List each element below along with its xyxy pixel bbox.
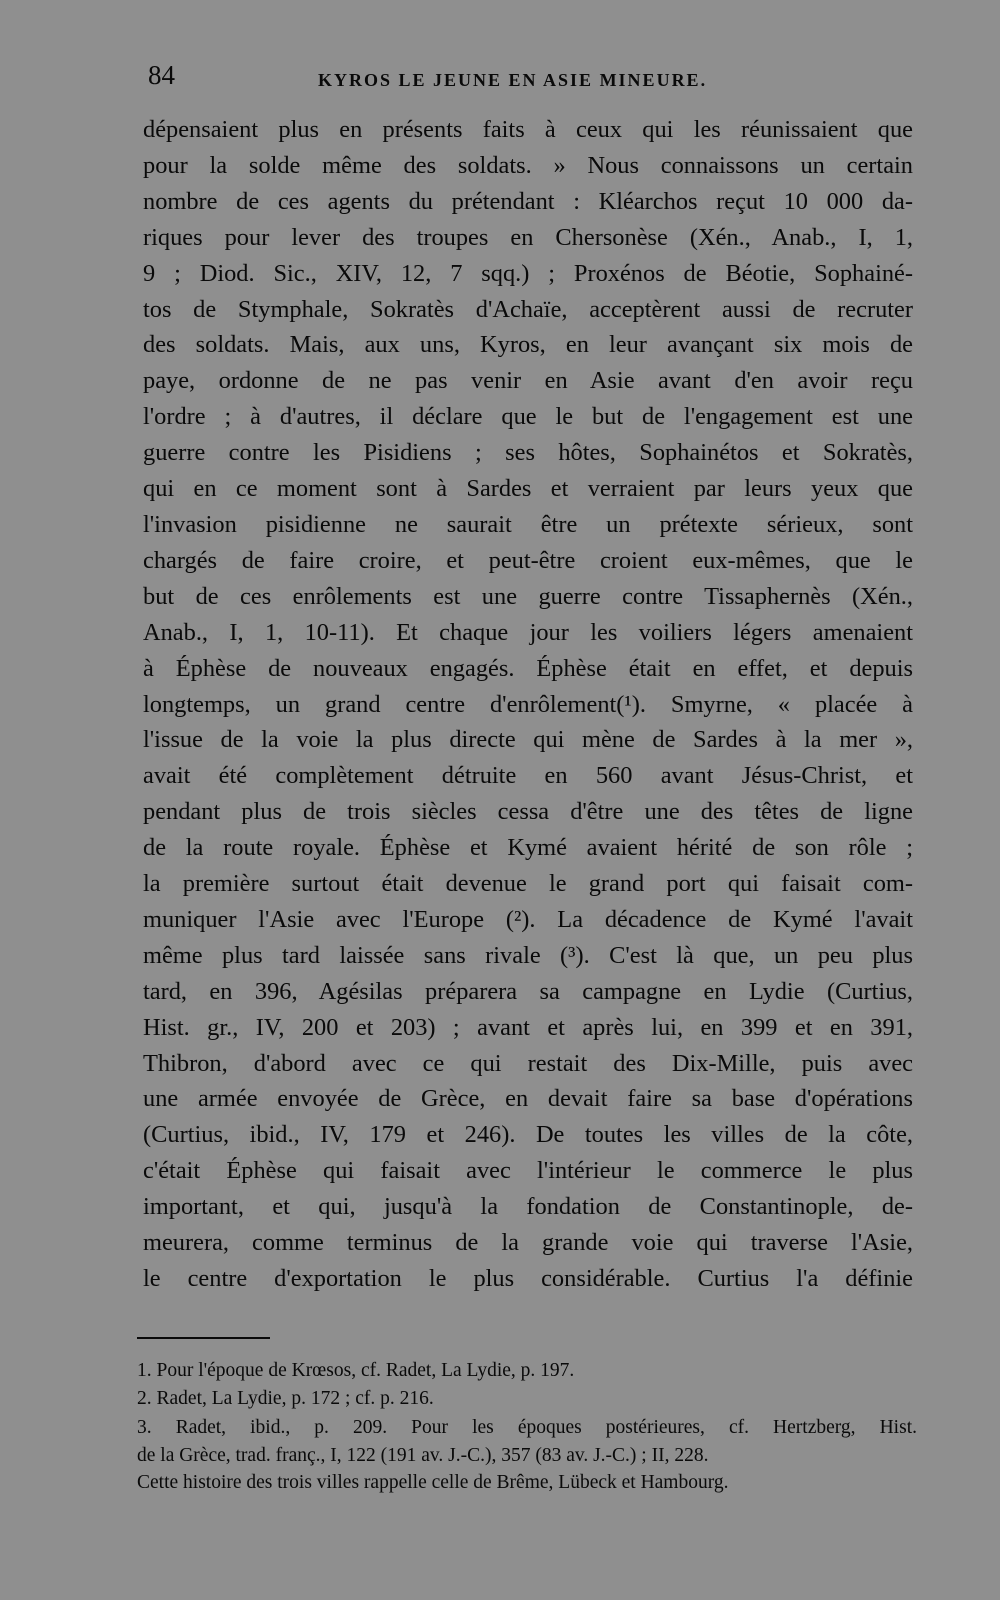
text-line: Hist. gr., IV, 200 et 203) ; avant et après lui, en 399 et en 391, (143, 1013, 913, 1041)
text-line: tard, en 396, Agésilas préparera sa campagne en Lydie (Curtius, (143, 977, 913, 1005)
text-line: guerre contre les Pisidiens ; ses hôtes, Sophainétos et Sokratès, (143, 439, 913, 467)
page-number: 84 (148, 60, 175, 90)
text-line: chargés de faire croire, et peut-être croient eux-mêmes, que le (143, 546, 913, 574)
text-line: Anab., I, 1, 10-11). Et chaque jour les voiliers légers amenaient (143, 618, 913, 646)
text-line: 9 ; Diod. Sic., XIV, 12, 7 sqq.) ; Proxénos de Béotie, Sophainé- (143, 259, 913, 287)
text-line: le centre d'exportation le plus considérable. Curtius l'a définie (143, 1265, 913, 1292)
text-line: paye, ordonne de ne pas venir en Asie avant d'en avoir reçu (143, 367, 913, 395)
footnote-3: 3. Radet, ibid., p. 209. Pour les époques postérieures, cf. Hertzberg, Hist. (137, 1417, 917, 1438)
main-text (143, 112, 913, 1297)
text-line: pour la solde même des soldats. » Nous connaissons un certain (143, 151, 913, 179)
text-line: l'invasion pisidienne ne saurait être un prétexte sérieux, sont (143, 510, 913, 538)
text-line: (Curtius, ibid., IV, 179 et 246). De toutes les villes de la côte, (143, 1121, 913, 1149)
text-line: dépensaient plus en présents faits à ceux qui les réunissaient que (143, 116, 913, 143)
text-line: but de ces enrôlements est une guerre contre Tissaphernès (Xén., (143, 582, 913, 610)
text-line: qui en ce moment sont à Sardes et verraient par leurs yeux que (143, 475, 913, 503)
text-line: des soldats. Mais, aux uns, Kyros, en leur avançant six mois de (143, 331, 913, 359)
text-line: important, et qui, jusqu'à la fondation de Constantinople, de- (143, 1193, 913, 1221)
text-line: pendant plus de trois siècles cessa d'être une des têtes de ligne (143, 798, 913, 826)
text-line: longtemps, un grand centre d'enrôlement(¹). Smyrne, « placée à (143, 690, 913, 718)
text-line: une armée envoyée de Grèce, en devait faire sa base d'opérations (143, 1085, 913, 1113)
text-line: l'issue de la voie la plus directe qui mène de Sardes à la mer », (143, 726, 913, 754)
footnote-1: 1. Pour l'époque de Krœsos, cf. Radet, La Lydie, p. 197. (137, 1360, 575, 1381)
footnotes (137, 1357, 917, 1497)
footnote-2: 2. Radet, La Lydie, p. 172 ; cf. p. 216. (137, 1387, 434, 1409)
running-title: KYROS LE JEUNE EN ASIE MINEURE. (318, 70, 708, 90)
text-line: à Éphèse de nouveaux engagés. Éphèse était en effet, et depuis (143, 654, 913, 682)
text-line: muniquer l'Asie avec l'Europe (²). La décadence de Kymé l'avait (143, 905, 913, 933)
text-line: nombre de ces agents du prétendant : Kléarchos reçut 10 000 da- (143, 187, 913, 215)
text-line: meurera, comme terminus de la grande voie qui traverse l'Asie, (143, 1229, 913, 1257)
text-line: avait été complètement détruite en 560 avant Jésus-Christ, et (143, 762, 913, 790)
text-line: l'ordre ; à d'autres, il déclare que le but de l'engagement est une (143, 403, 913, 431)
text-line: la première surtout était devenue le grand port qui faisait com- (143, 870, 913, 898)
text-line: Thibron, d'abord avec ce qui restait des Dix-Mille, puis avec (143, 1049, 913, 1077)
text-line: même plus tard laissée sans rivale (³). C'est là que, un peu plus (143, 941, 913, 969)
text-line: riques pour lever des troupes en Chersonèse (Xén., Anab., I, 1, (143, 223, 913, 251)
text-line: de la route royale. Éphèse et Kymé avaient hérité de son rôle ; (143, 834, 913, 862)
footnote-divider (137, 1337, 270, 1339)
text-line: c'était Éphèse qui faisait avec l'intérieur le commerce le plus (143, 1157, 913, 1185)
page-header (148, 60, 908, 100)
footnote-3-continued: Cette histoire des trois villes rappelle celle de Brême, Lübeck et Hambourg. (137, 1472, 729, 1493)
footnote-3-continued: de la Grèce, trad. franç., I, 122 (191 av. J.-C.), 357 (83 av. J.-C.) ; II, 228. (137, 1444, 709, 1466)
text-line: tos de Stymphale, Sokratès d'Achaïe, acceptèrent aussi de recruter (143, 295, 913, 323)
